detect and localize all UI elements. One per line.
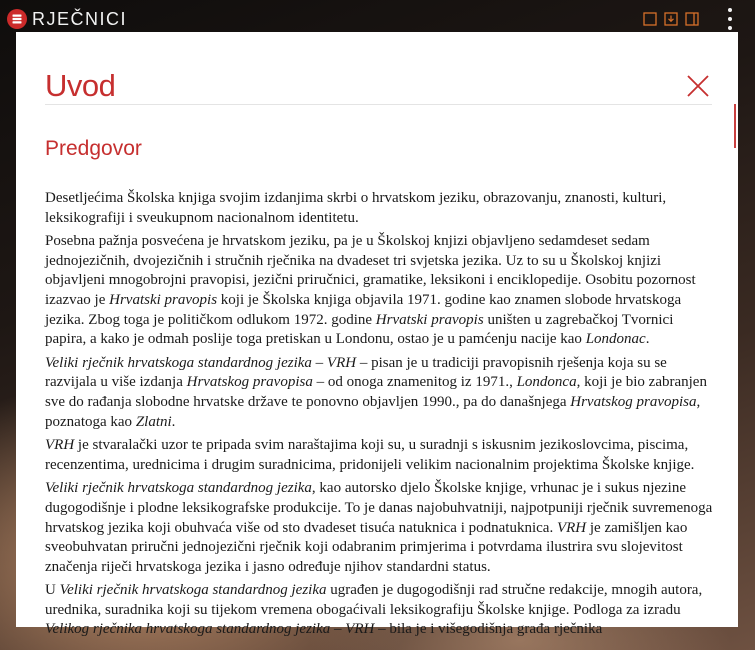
italic-text: Veliki rječnik hrvatskoga standardnog jezika [45, 354, 312, 371]
italic-text: Velikog rječnika hrvatskoga standardnog jezika [45, 621, 331, 638]
text-run: – od onoga znamenitog iz 1971., [312, 374, 517, 391]
italic-text: Veliki rječnik hrvatskoga standardnog jezika [59, 582, 327, 599]
italic-text: Hrvatski pravopis [109, 291, 218, 308]
section-title: Predgovor [45, 137, 142, 160]
italic-text: VRH [45, 437, 75, 454]
text-run: – [330, 621, 346, 638]
text-run: – pisan je u tradiciji pravopisnih rješenja koja su se razvijala u više izdanja [45, 354, 667, 391]
italic-text: Londonac [585, 331, 646, 348]
paragraph [45, 232, 714, 350]
text-run: , poznatoga kao [45, 393, 701, 430]
text-run: Posebna pažnja posvećena je hrvatskom jeziku, pa je u Školskoj knjizi objavljeno sedamdeset sedam jednojezičnih, dvojezičnih i stručnih rječnika na dvadeset tri svjetska jezika. Uz to su u Školskoj knjizi objavljeni mnogobrojni pravopisi, jezični priručnici, gramatike, leksikoni i enciklopedije. Osobitu pozornost izazvao je [45, 233, 696, 308]
text-run: , koji je bio zabranjen sve do rađanja slobodne hrvatske države te ponovno objavljen 1990., pa do današnjega [45, 374, 707, 410]
text-run: ugrađen je dugogodišnji rad stručne redakcije, mnogih autora, urednika, suradnika koji su tijekom vremena obogaćivali leksikografiju Školske knjige. Podloga za [45, 582, 703, 618]
italic-text: Londonca [516, 374, 577, 391]
italic-text: VRH [345, 621, 375, 638]
paragraph [45, 436, 714, 475]
dialog-content [45, 189, 714, 644]
close-icon[interactable] [686, 74, 710, 98]
text-run: je zamišljen kao sveobuhvatan priručni jednojezični rječnik koji odabranim primjerima i potvrdama ilustrira svu slojevitost značenja riječi hrvatskoga jezika i jasno određuje njihov standardni status. [45, 519, 688, 575]
book-stack-icon [7, 9, 27, 29]
italic-text: Veliki rječnik hrvatskoga standardnog jezika [45, 480, 312, 497]
text-run: , kao autorsko djelo Školske knjige, vrhunac je i sukus njezine dugogodišnje i plodne leksikografske produkcije. To je danas najobuhvatniji, najpotpuniji rječnik suvremenoga hrvatskog jezika koji obuhvaća više od sto dvadeset tisuća natuknica i podnatuknica. [45, 480, 713, 536]
text-run: U [45, 582, 60, 599]
intro-dialog [16, 32, 738, 638]
italic-text: Zlatni [135, 413, 172, 430]
italic-text: VRH [556, 519, 587, 536]
text-run: – bila je i višegodišnja građa rječnika [374, 621, 603, 638]
text-run: je stvaralački uzor te pripada svim naraštajima koji su, u suradnji s iskusnim jezikoslovcima, piscima, recenzentima, urednicima i drugim suradnicima, pridonijeli velikim nacionalnim projektima Školske knjige. [45, 437, 695, 473]
panel-icon[interactable] [685, 11, 699, 25]
app-name: RJEČNICI [32, 9, 128, 29]
italic-text: Hrvatski pravopis [375, 311, 484, 328]
text-run: . [171, 413, 176, 430]
paragraph [45, 189, 714, 228]
text-run: koji je Školska knjiga objavila 1971. godine kao znamen slobode hrvatskoga jezika. Zbog toga je političkom odlukom 1972. godine [45, 291, 682, 328]
top-bar [0, 0, 755, 36]
text-run: – [311, 354, 327, 371]
window-icon[interactable] [643, 11, 657, 25]
dialog-title: Uvod [45, 68, 116, 103]
paragraph [45, 581, 714, 640]
text-run: . [645, 331, 650, 348]
text-run: uništen u zagrebačkoj Tvornici papira, a kako je odmah poslije toga pretiskan u Londonu, ostao je u pamćenju nacije kao [45, 311, 674, 348]
italic-text: VRH [326, 354, 357, 371]
app-logo[interactable] [7, 9, 127, 29]
title-divider [45, 104, 712, 105]
paragraph [45, 479, 714, 577]
italic-text: Hrvatskog pravopisa [570, 393, 697, 410]
download-icon[interactable] [664, 11, 678, 25]
more-vertical-icon[interactable] [722, 8, 738, 30]
paragraph [45, 354, 714, 432]
scrollbar-thumb[interactable] [734, 104, 736, 148]
text-run: izradu [643, 601, 681, 618]
text-run: Desetljećima Školska knjiga svojim izdanjima skrbi o hrvatskom jeziku, obrazovanju, znanosti, kulturi, leksikografiji i sveukupnom nacionalnom identitetu. [45, 190, 667, 226]
italic-text: Hrvatskog pravopisa [186, 374, 313, 391]
